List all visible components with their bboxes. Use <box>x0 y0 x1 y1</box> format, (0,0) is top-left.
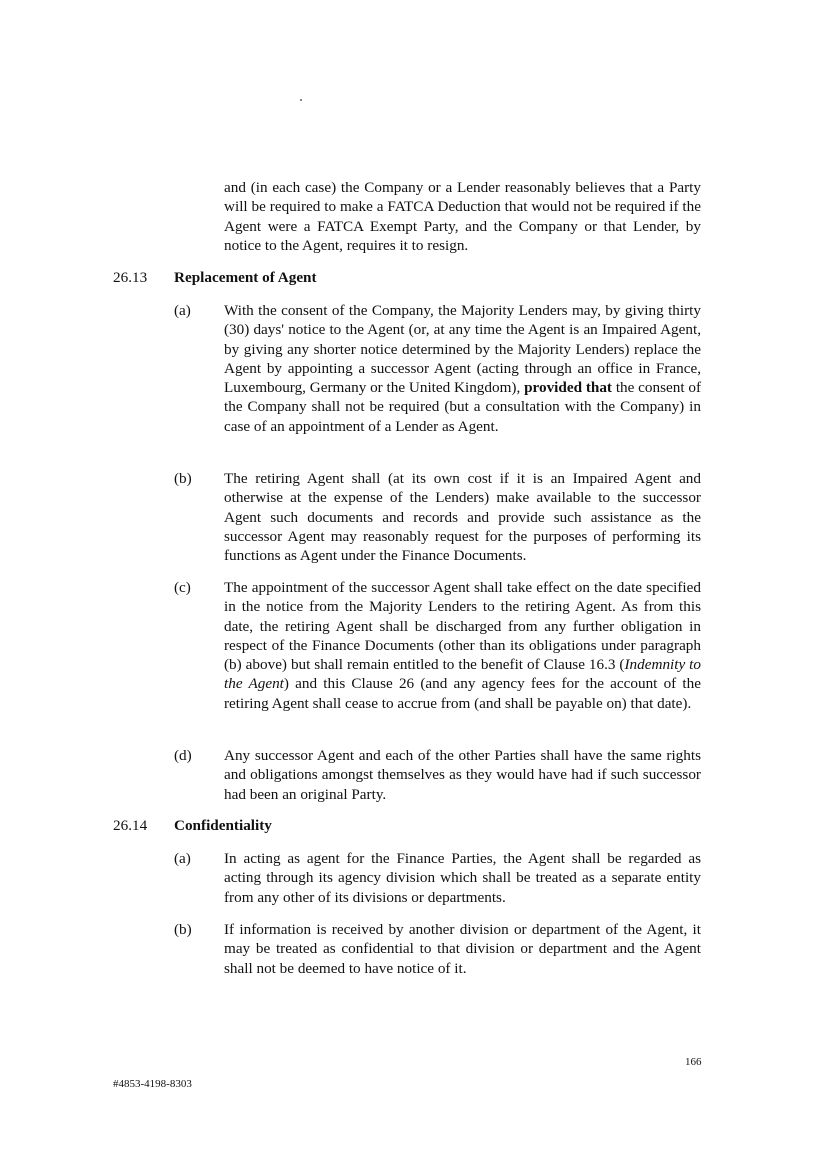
clause-text: With the consent of the Company, the Majority Lenders may, by giving thirty (30) days' notice to the Agent (or, at any time the Agent is an Impaired Agent, by giving any shorter notice determined by the Majority Lenders) replace the Agent by appointing a successor Agent (acting through an office in France, Luxembourg, Germany or the United Kingdom), <box>224 302 701 397</box>
clause-italic-term: Indemnity to the Agent <box>224 656 701 693</box>
item-marker: (a) <box>174 302 191 319</box>
item-marker: (a) <box>174 850 191 867</box>
section-heading-26-13 <box>113 268 317 287</box>
clause-bold-term: provided that <box>524 379 612 397</box>
section-heading-26-14 <box>113 816 272 835</box>
clause-text: The appointment of the successor Agent shall take effect on the date specified in the notice from the Majority Lenders to the retiring Agent. As from this date, the retiring Agent shall be discharged from any further obligation in respect of the Finance Documents (other than its obligations under paragraph (b) above) but shall remain entitled to the benefit of Clause 16.3 ( <box>224 579 701 674</box>
item-marker: (b) <box>174 470 192 487</box>
clause-26-13-b <box>224 469 701 565</box>
section-number: 26.13 <box>113 269 148 286</box>
clause-26-13-d <box>224 746 701 804</box>
page-number: 166 <box>685 1056 702 1068</box>
item-marker: (c) <box>174 579 191 596</box>
clause-26-14-a <box>224 849 701 907</box>
clause-text: If information is received by another division or department of the Agent, it may be treated as confidential to that division or department and the Agent shall not be deemed to have notice of it. <box>224 921 701 977</box>
stray-mark <box>300 99 302 101</box>
clause-26-13-c <box>224 578 701 713</box>
clause-text: The retiring Agent shall (at its own cost if it is an Impaired Agent and otherwise at the expense of the Lenders) make available to the successor Agent such documents and records and provide such assistance as the successor Agent may reasonably request for the purposes of performing its functions as Agent under the Finance Documents. <box>224 470 701 565</box>
clause-26-14-b <box>224 920 701 978</box>
intro-paragraph: and (in each case) the Company or a Lender reasonably believes that a Party will be required to make a FATCA Deduction that would not be required if the Agent were a FATCA Exempt Party, and the Company or that Lender, by notice to the Agent, requires it to resign. <box>224 179 701 254</box>
item-marker: (d) <box>174 747 192 764</box>
clause-26-13-a <box>224 301 701 436</box>
section-title: Replacement of Agent <box>174 269 317 286</box>
item-marker: (b) <box>174 921 192 938</box>
clause-text: ) and this Clause 26 (and any agency fees for the account of the retiring Agent shall cease to accrue from (and shall be payable on) that date). <box>224 675 701 712</box>
section-number: 26.14 <box>113 817 148 834</box>
clause-text: Any successor Agent and each of the other Parties shall have the same rights and obligations amongst themselves as they would have had if such successor had been an original Party. <box>224 747 701 803</box>
clause-text: the consent of the Company shall not be required (but a consultation with the Company) in case of an appointment of a Lender as Agent. <box>224 379 702 435</box>
clause-text: In acting as agent for the Finance Parties, the Agent shall be regarded as acting through its agency division which shall be treated as a separate entity from any other of its divisions or departments. <box>224 850 701 906</box>
document-id: #4853-4198-8303 <box>113 1078 192 1090</box>
section-title: Confidentiality <box>174 817 272 834</box>
